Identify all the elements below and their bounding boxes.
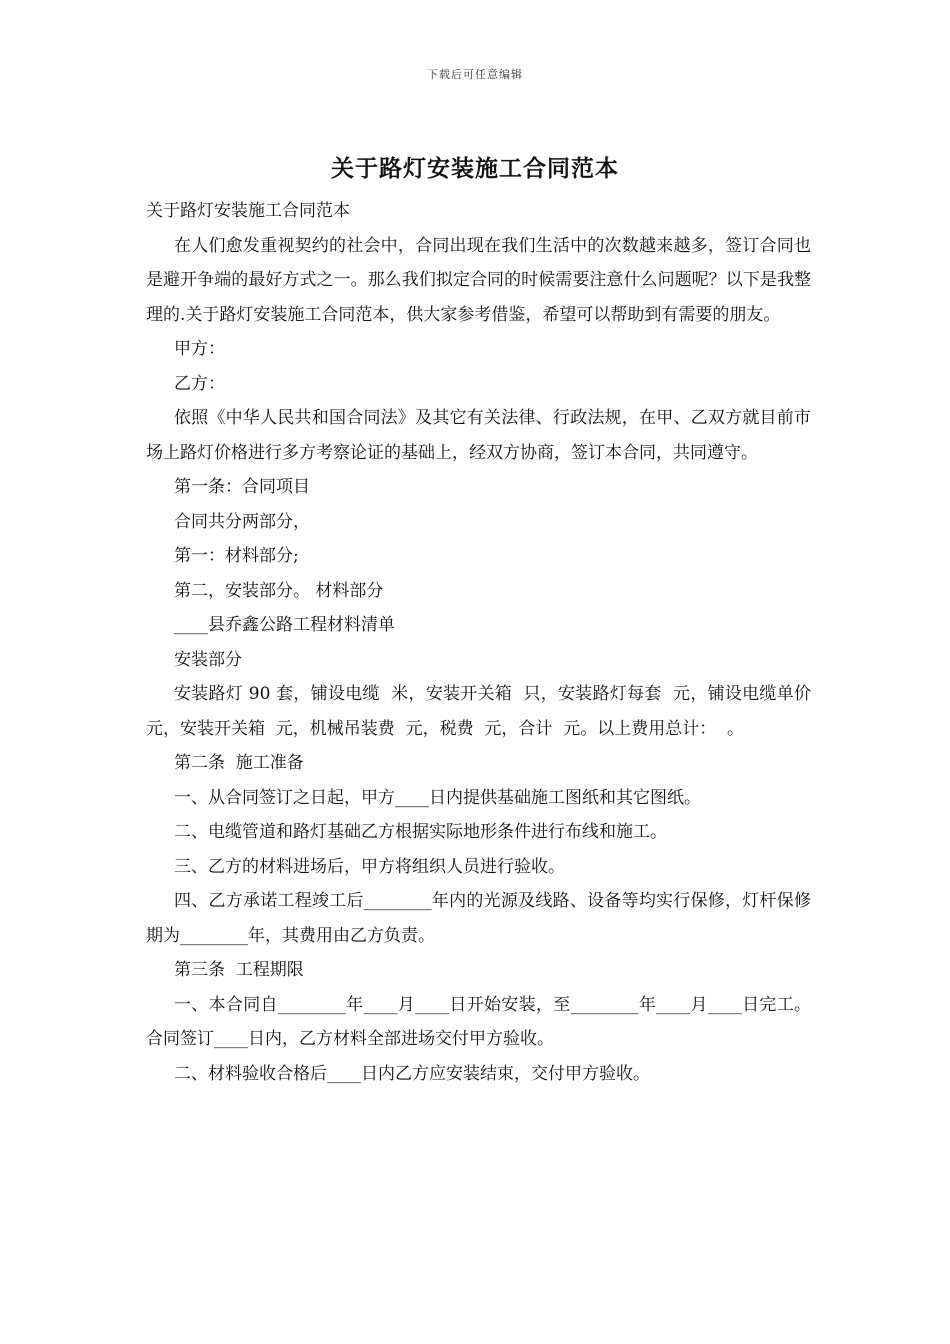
body-paragraph: 第三条 工程期限 [174, 960, 304, 980]
body-paragraph: 合同共分两部分， [174, 511, 310, 532]
body-paragraph: ____县乔鑫公路工程材料清单 [174, 615, 395, 635]
body-paragraph: 依照《中华人民共和国合同法》及其它有关法律、行政法规，在甲、乙双方就目前市场上路灯价格进行多方考察论证的基础上，经双方协商，签订本合同，共同遵守。 [146, 408, 811, 463]
body-paragraph: 一、从合同签订之日起，甲方____日内提供基础施工图纸和其它图纸。 [174, 787, 701, 808]
document-title: 关于路灯安装施工合同范本 [331, 155, 619, 182]
body-paragraph: 一、本合同自________年____月____日开始安装，至________年____月____日完工。合同签订____日内，乙方材料全部进场交付甲方验收。 [146, 994, 811, 1049]
body-paragraph: 第二条 施工准备 [174, 753, 304, 773]
body-paragraph: 第二，安装部分。 材料部分 [174, 580, 384, 601]
body-paragraph: 甲方： [174, 339, 225, 359]
body-paragraph: 三、乙方的材料进场后，甲方将组织人员进行验收。 [174, 856, 565, 877]
subtitle-paragraph: 关于路灯安装施工合同范本 [146, 201, 350, 221]
body-paragraph: 乙方： [174, 373, 225, 394]
body-paragraph: 安装路灯 90 套，铺设电缆 米，安装开关箱 只，安装路灯每套 元，铺设电缆单价 元，安装开关箱 元，机械吊装费 元，税费 元，合计 元。以上费用总计： 。 [146, 684, 822, 739]
body-paragraph: 四、乙方承诺工程竣工后________年内的光源及线路、设备等均实行保修，灯杆保修期为________年，其费用由乙方负责。 [146, 891, 811, 946]
body-paragraph: 第一条：合同项目 [174, 477, 310, 497]
body-paragraph: 第一：材料部分; [174, 546, 299, 566]
body-paragraph: 安装部分 [174, 649, 242, 670]
body-paragraph: 二、材料验收合格后____日内乙方应安装结束，交付甲方验收。 [174, 1063, 650, 1084]
body-paragraph: 在人们愈发重视契约的社会中，合同出现在我们生活中的次数越来越多，签订合同也是避开争端的最好方式之一。那么我们拟定合同的时候需要注意什么问题呢？以下是我整理的.关于路灯安装施工合同范本，供大家参考借鉴，希望可以帮助到有需要的朋友。 [146, 235, 811, 325]
document-body [146, 194, 822, 1091]
header-note: 下载后可任意编辑 [427, 68, 523, 81]
body-paragraph: 二、电缆管道和路灯基础乙方根据实际地形条件进行布线和施工。 [174, 822, 667, 842]
